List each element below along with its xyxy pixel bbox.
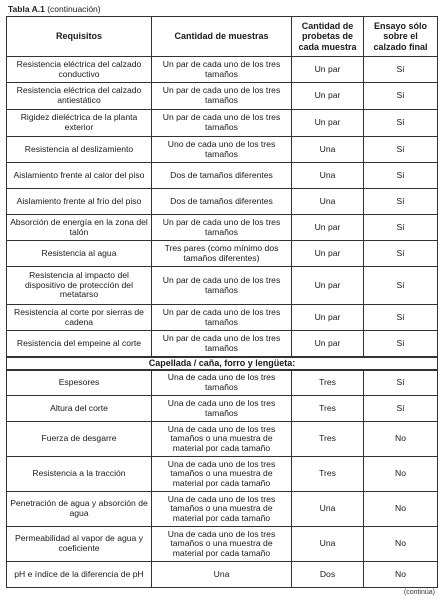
header-requisitos: Requisitos [7, 17, 152, 57]
cell-ensayo-final: Sí [364, 163, 438, 189]
section-header-row [7, 357, 438, 370]
table-row [7, 57, 438, 83]
cell-cantidad-probetas: Un par [292, 267, 364, 305]
cell-cantidad-probetas: Una [292, 137, 364, 163]
cell-requisito: Absorción de energía en la zona del talón [7, 215, 152, 241]
cell-cantidad-muestras: Un par de cada uno de los tres tamaños [152, 57, 292, 83]
cell-cantidad-probetas: Un par [292, 215, 364, 241]
cell-cantidad-probetas: Una [292, 163, 364, 189]
cell-ensayo-final: Sí [364, 370, 438, 396]
table-row [7, 305, 438, 331]
cell-cantidad-probetas: Dos [292, 562, 364, 588]
table-row [7, 492, 438, 527]
cell-cantidad-muestras: Dos de tamaños diferentes [152, 163, 292, 189]
cell-requisito: pH e índice de la diferencia de pH [7, 562, 152, 588]
cell-requisito: Penetración de agua y absorción de agua [7, 492, 152, 527]
table-row [7, 527, 438, 562]
cell-cantidad-probetas: Tres [292, 370, 364, 396]
cell-ensayo-final: No [364, 422, 438, 457]
table-row [7, 267, 438, 305]
cell-requisito: Altura del corte [7, 396, 152, 422]
cell-cantidad-probetas: Una [292, 189, 364, 215]
cell-ensayo-final: Sí [364, 396, 438, 422]
cell-cantidad-muestras: Un par de cada uno de los tres tamaños [152, 215, 292, 241]
cell-cantidad-muestras: Una de cada uno de los tres tamaños o una muestra de material por cada tamaño [152, 457, 292, 492]
cell-ensayo-final: No [364, 562, 438, 588]
cell-cantidad-muestras: Una de cada uno de los tres tamaños [152, 370, 292, 396]
table-row [7, 422, 438, 457]
table-row [7, 163, 438, 189]
requirements-table [6, 16, 438, 588]
cell-cantidad-muestras: Uno de cada uno de los tres tamaños [152, 137, 292, 163]
section-title: Capellada / caña, forro y lengüeta: [7, 357, 438, 370]
table-row [7, 83, 438, 110]
cell-ensayo-final: Sí [364, 137, 438, 163]
cell-cantidad-muestras: Una de cada uno de los tres tamaños o una muestra de material por cada tamaño [152, 422, 292, 457]
table-row [7, 562, 438, 588]
cell-cantidad-muestras: Tres pares (como mínimo dos tamaños diferentes) [152, 241, 292, 267]
table-row [7, 110, 438, 137]
cell-ensayo-final: Sí [364, 110, 438, 137]
cell-cantidad-muestras: Un par de cada uno de los tres tamaños [152, 331, 292, 358]
cell-cantidad-probetas: Tres [292, 457, 364, 492]
table-row [7, 370, 438, 396]
cell-cantidad-muestras: Una de cada uno de los tres tamaños [152, 396, 292, 422]
table-row [7, 457, 438, 492]
cell-requisito: Resistencia eléctrica del calzado conductivo [7, 57, 152, 83]
header-cantidad-muestras: Cantidad de muestras [152, 17, 292, 57]
cell-requisito: Resistencia al deslizamiento [7, 137, 152, 163]
table-row [7, 331, 438, 358]
cell-ensayo-final: Sí [364, 331, 438, 358]
cell-requisito: Aislamiento frente al frío del piso [7, 189, 152, 215]
cell-cantidad-probetas: Un par [292, 241, 364, 267]
cell-ensayo-final: Sí [364, 57, 438, 83]
cell-cantidad-probetas: Un par [292, 57, 364, 83]
cell-cantidad-muestras: Una de cada uno de los tres tamaños o una muestra de material por cada tamaño [152, 492, 292, 527]
table-row [7, 137, 438, 163]
cell-requisito: Resistencia al agua [7, 241, 152, 267]
cell-cantidad-probetas: Una [292, 527, 364, 562]
cell-requisito: Resistencia al corte por sierras de cadena [7, 305, 152, 331]
cell-requisito: Permeabilidad al vapor de agua y coeficiente [7, 527, 152, 562]
cell-requisito: Fuerza de desgarre [7, 422, 152, 457]
table-body [7, 57, 438, 588]
table-caption-note: (continuación) [47, 4, 101, 14]
cell-cantidad-muestras: Dos de tamaños diferentes [152, 189, 292, 215]
cell-requisito: Rigidez dieléctrica de la planta exterior [7, 110, 152, 137]
cell-requisito: Resistencia del empeine al corte [7, 331, 152, 358]
header-ensayo-calzado-final: Ensayo sólo sobre el calzado final [364, 17, 438, 57]
cell-ensayo-final: No [364, 492, 438, 527]
cell-requisito: Resistencia eléctrica del calzado antiestático [7, 83, 152, 110]
cell-requisito: Aislamiento frente al calor del piso [7, 163, 152, 189]
table-row [7, 396, 438, 422]
cell-cantidad-muestras: Un par de cada uno de los tres tamaños [152, 305, 292, 331]
cell-ensayo-final: Sí [364, 189, 438, 215]
table-header-row [7, 17, 438, 57]
cell-cantidad-muestras: Un par de cada uno de los tres tamaños [152, 110, 292, 137]
cell-cantidad-muestras: Una de cada uno de los tres tamaños o una muestra de material por cada tamaño [152, 527, 292, 562]
cell-requisito: Resistencia al impacto del dispositivo de protección del metatarso [7, 267, 152, 305]
cell-cantidad-probetas: Un par [292, 305, 364, 331]
cell-ensayo-final: Sí [364, 215, 438, 241]
cell-requisito: Espesores [7, 370, 152, 396]
cell-cantidad-muestras: Un par de cada uno de los tres tamaños [152, 267, 292, 305]
cell-cantidad-probetas: Un par [292, 331, 364, 358]
cell-ensayo-final: Sí [364, 305, 438, 331]
cell-ensayo-final: Sí [364, 267, 438, 305]
table-caption-label: Tabla A.1 [8, 4, 45, 14]
table-row [7, 189, 438, 215]
table-caption [8, 4, 101, 14]
cell-cantidad-probetas: Un par [292, 83, 364, 110]
table-row [7, 215, 438, 241]
cell-cantidad-probetas: Un par [292, 110, 364, 137]
cell-cantidad-probetas: Tres [292, 422, 364, 457]
cell-ensayo-final: Sí [364, 241, 438, 267]
cell-cantidad-probetas: Tres [292, 396, 364, 422]
continuation-note: (continúa) [403, 589, 435, 596]
cell-ensayo-final: No [364, 457, 438, 492]
cell-requisito: Resistencia a la tracción [7, 457, 152, 492]
cell-cantidad-probetas: Una [292, 492, 364, 527]
cell-cantidad-muestras: Una [152, 562, 292, 588]
cell-cantidad-muestras: Un par de cada uno de los tres tamaños [152, 83, 292, 110]
cell-ensayo-final: Sí [364, 83, 438, 110]
header-cantidad-probetas: Cantidad de probetas de cada muestra [292, 17, 364, 57]
table-row [7, 241, 438, 267]
cell-ensayo-final: No [364, 527, 438, 562]
